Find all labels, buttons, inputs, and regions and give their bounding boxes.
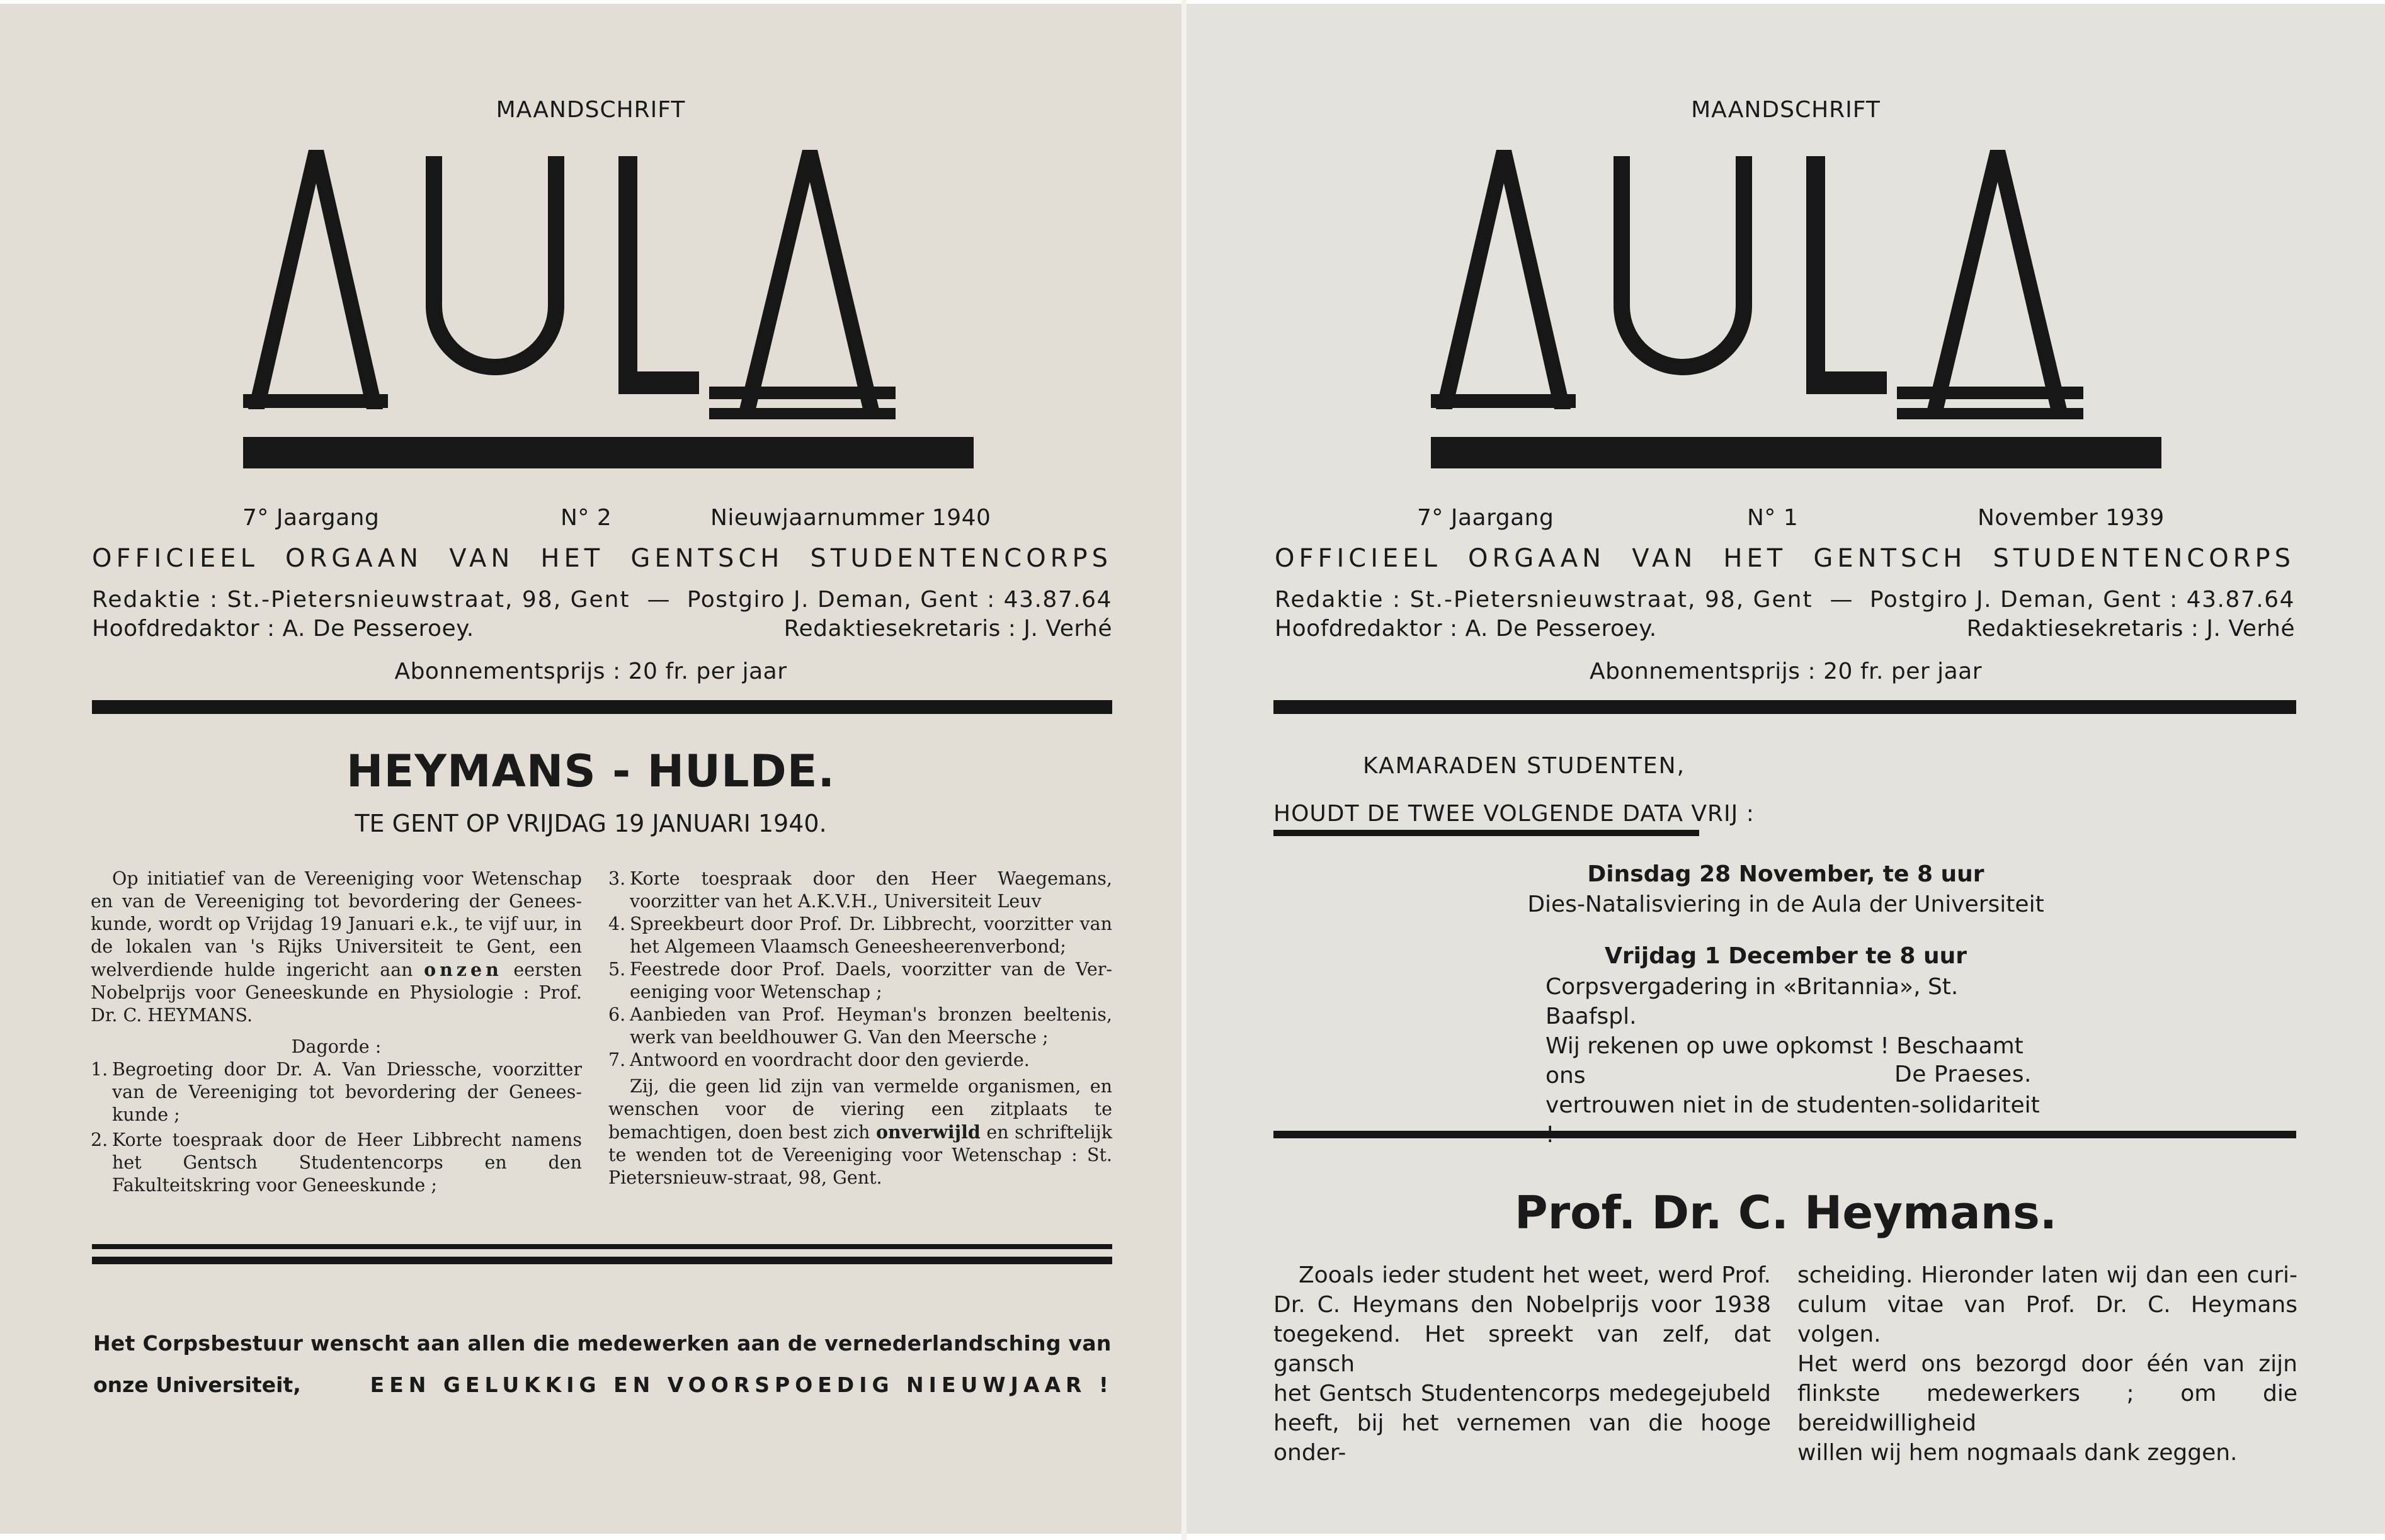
issue-number: N° 2 [561,505,612,531]
issue-title: Nieuwjaarnummer 1940 [710,505,991,531]
signature: De Praeses. [1894,1062,2032,1087]
date-1: Dinsdag 28 November, te 8 uur [1587,861,1984,887]
subheadline: TE GENT OP VRIJDAG 19 JANUARI 1940. [355,810,827,837]
dagorde-label: Dagorde : [291,1036,382,1057]
left-column: Op initiatief van de Vereeniging voor Wetenschap en van de Vereeniging tot bevordering der Genees-kunde, wordt op Vrijdag 19 Januari e.k., te vijf uur, in de lokalen van 's Rijks Universiteit te Gent, een welverdiende hulde ingericht aan onzen eersten Nobelprijs voor Geneeskunde en Physiologie : Prof. Dr. C. HEYMANS. Dagorde : 1. Begroeting door Dr. A. Van Driessche, voorzitter van de Vereeniging tot bevordering der Genees-kunde ; 2. Korte toespraak door de Heer Libbrecht namens het Gentsch Studentencorps en den Fakulteitskring voor Geneeskunde ; [91,868,583,1196]
divider [1273,1131,2296,1138]
subscription: Abonnementsprijs : 20 fr. per jaar [1589,659,1983,684]
aula-logo [1431,150,2161,468]
divider [92,700,1112,714]
volume: 7° Jaargang [242,505,380,531]
divider [1273,700,2296,714]
agenda-item: 6. Aanbieden van Prof. Heyman's bronzen beeltenis, werk van beeldhouwer G. Van den Meersche ; [608,1004,1112,1048]
agenda-item: 2. Korte toespraak door de Heer Libbrecht namens het Gentsch Studentencorps en den Fakulteitskring voor Geneeskunde ; [91,1130,582,1196]
left-page [0,4,1181,1534]
headline: HEYMANS - HULDE. [346,745,836,797]
houdt-vrij: HOUDT DE TWEE VOLGENDE DATA VRIJ : [1273,801,1755,827]
organ-line: OFFICIEEL ORGAAN VAN HET GENTSCH STUDENTENCORPS [92,544,1112,573]
agenda-item: 7. Antwoord en voordracht door den gevierde. [608,1050,1030,1070]
kamaraden: KAMARADEN STUDENTEN, [1363,753,1686,779]
event-2: Corpsvergadering in «Britannia», St. Baafspl. Wij rekenen op uwe opkomst ! Beschaamt ons vertrouwen niet in de studenten-solidariteit [1545,974,2040,1118]
masthead: MAANDSCHRIFT [1691,97,1881,123]
divider [92,1257,1112,1264]
agenda-item: 3. Korte toespraak door den Heer Waegemans, voorzitter van het A.K.V.H., Universiteit Leuv [608,868,1112,912]
divider [92,1244,1112,1249]
footer-line-2: onze Universiteit, EEN GELUKKIG EN VOORSPOEDIG NIEUWJAAR ! [93,1373,1113,1397]
editors-line: Hoofdredaktor : A. De Pesseroey. Redaktiesekretaris : J. Verhé [92,616,1112,642]
redaktie-line: Redaktie : St.-Pietersnieuwstraat, 98, Gent — Postgiro J. Deman, Gent : 43.87.64 [92,587,1112,613]
subscription: Abonnementsprijs : 20 fr. per jaar [394,659,787,684]
article-title: Prof. Dr. C. Heymans. [1514,1186,2058,1239]
organ-line: OFFICIEEL ORGAAN VAN HET GENTSCH STUDENTENCORPS [1275,544,2295,573]
underline [1273,830,1699,836]
agenda-item: 1. Begroeting door Dr. A. Van Driessche, voorzitter van de Vereeniging tot bevordering der Genees-kunde ; [91,1059,582,1125]
article-column-1: Zooals ieder student het weet, werd Prof. Dr. C. Heymans den Nobelprijs voor 1938 toegekend. Het spreekt van zelf, dat gansch het Gentsch Studentencorps medegejubeld heeft, bij het vernemen van die hooge onder- [1273,1262,1771,1466]
redaktie-line: Redaktie : St.-Pietersnieuwstraat, 98, Gent — Postgiro J. Deman, Gent : 43.87.64 [1275,587,2295,613]
right-column: 3. Korte toespraak door den Heer Waegemans, voorzitter van het A.K.V.H., Universiteit Leuv 4. Spreekbeurt door Prof. Dr. Libbrecht, voorzitter van het Algemeen Vlaamsch Geneesheerenverbond; 5. Feestrede door Prof. Daels, voorzitter van de Ver-eeniging voor Wetenschap ; 6. Aanbieden van Prof. Heyman's bronzen beeltenis, werk van beeldhouwer G. Van den Meersche ; 7. Antwoord en voordracht door den gevierde. Zij, die geen lid zijn van vermelde organismen, en wenschen voor de viering een zitplaats te bemachtigen, doen best zich onverwijld en schriftelijk te wenden tot de Vereeniging voor Wetenschap : St. Pietersnieuw-straat, 98, Gent. [608,868,1113,1188]
date-2: Vrijdag 1 December te 8 uur [1604,943,1967,969]
volume: 7° Jaargang [1417,505,1554,531]
footer-line-1: Het Corpsbestuur wenscht aan allen die medewerken aan de vernederlandsching van [93,1331,1112,1356]
agenda-item: 4. Spreekbeurt door Prof. Dr. Libbrecht, voorzitter van het Algemeen Vlaamsch Geneesheerenverbond; [608,914,1112,957]
issue-title: November 1939 [1978,505,2165,531]
article-column-2: scheiding. Hieronder laten wij dan een curi- culum vitae van Prof. Dr. C. Heymans volgen. Het werd ons bezorgd door één van zijn flinkste medewerkers ; om die bereidwilligheid willen wij hem nogmaals dank zeggen. [1797,1262,2297,1466]
agenda-item: 5. Feestrede door Prof. Daels, voorzitter van de Ver-eeniging voor Wetenschap ; [608,959,1112,1002]
page-gutter [1181,0,1187,1540]
issue-number: N° 1 [1747,505,1799,531]
right-page [1187,4,2385,1534]
aula-logo [243,150,974,468]
masthead: MAANDSCHRIFT [496,97,686,123]
editors-line: Hoofdredaktor : A. De Pesseroey. Redaktiesekretaris : J. Verhé [1275,616,2295,642]
event-1: Dies-Natalisviering in de Aula der Universiteit [1527,892,2044,917]
